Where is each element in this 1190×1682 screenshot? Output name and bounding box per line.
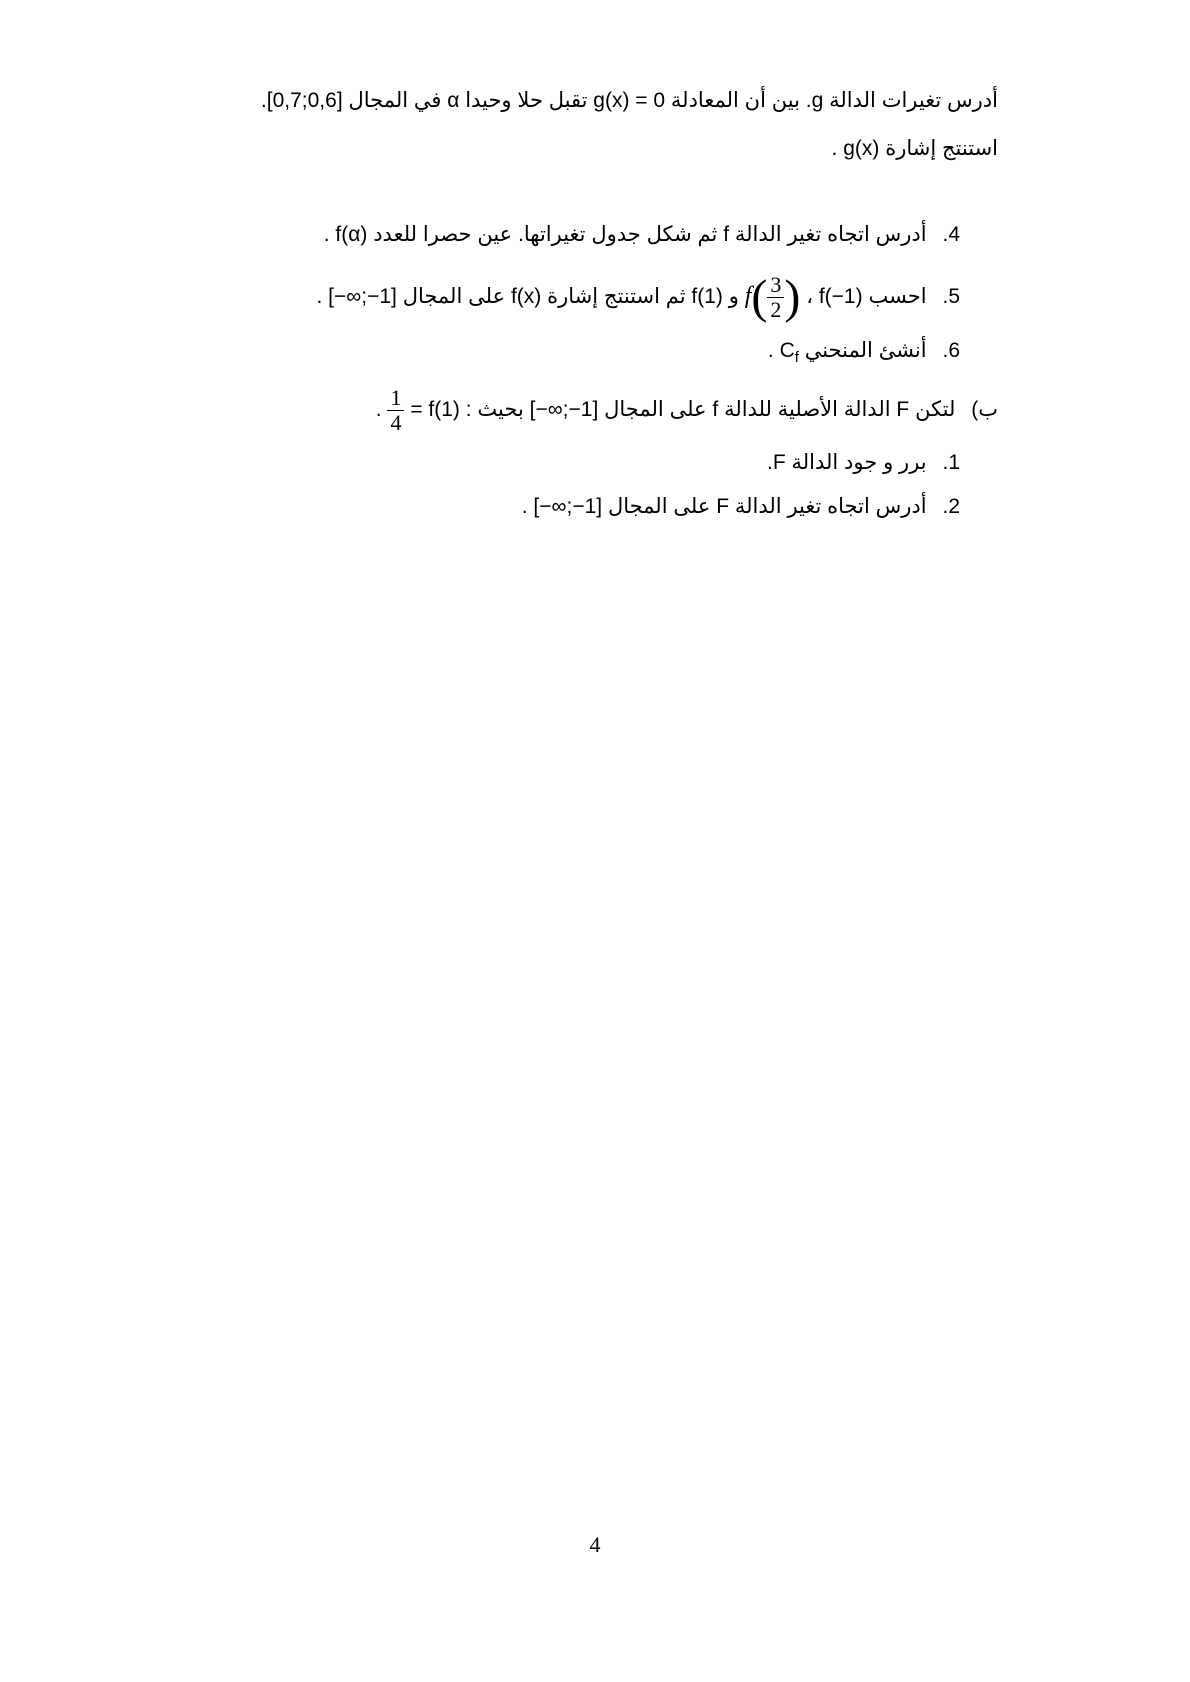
question-number: 1. [942,451,960,474]
part-label: ب) [971,398,998,421]
part-text: لتكن F الدالة الأصلية للدالة f على المجال [1−;∞−] بحيث : f(1) = [410,398,956,421]
page-number: 4 [589,1532,601,1557]
fraction-three-halves: $\frac{3}{2}$ [767,273,784,322]
question-number: 4. [942,223,960,246]
question-4 [324,220,960,250]
question-number: 6. [942,339,960,362]
paragraph-line-1: أدرس تغيرات الدالة g. بين أن المعادلة g(x) = 0 تقبل حلا وحيدا α في المجال [0,6;0,7]. [260,89,998,112]
subscript: f [794,349,799,367]
question-number: 2. [942,495,960,518]
fraction-one-quarter: $\frac{1}{4}$ [387,386,404,435]
paragraph-line-2: استنتج إشارة g(x) . [831,137,998,160]
question-number: 5. [942,285,960,308]
question-text: برر و جود الدالة F. [766,451,927,474]
question-text: أنشئ المنحني C [779,339,927,362]
question-text-a: احسب [868,285,927,308]
part-b: ب) لتكن F الدالة الأصلية للدالة f على المجال [1−;∞−] بحيث : f(1) = $\frac{1}{4}$ . [376,380,998,440]
question-text: أدرس اتجاه تغير الدالة F على المجال [1−;∞−] . [521,495,927,518]
question-text-b: ، f(−1) و f(1) ثم استنتج إشارة f(x) على المجال [1−;∞−] . [316,285,863,308]
question-b2 [522,492,960,522]
function-f: f [744,283,752,309]
question-text: أدرس اتجاه تغير الدالة f ثم شكل جدول تغيراتها. عين حصرا للعدد f(α) . [323,223,927,246]
question-b1 [767,448,960,478]
question-5: 5. احسب f( $\frac{3}{2}$ ) ، f(−1) و f(1) ثم استنتج إشارة f(x) على المجال [1−;∞−] . [316,270,960,324]
question-6: 6. أنشئ المنحني $C_f$ . [768,336,960,373]
